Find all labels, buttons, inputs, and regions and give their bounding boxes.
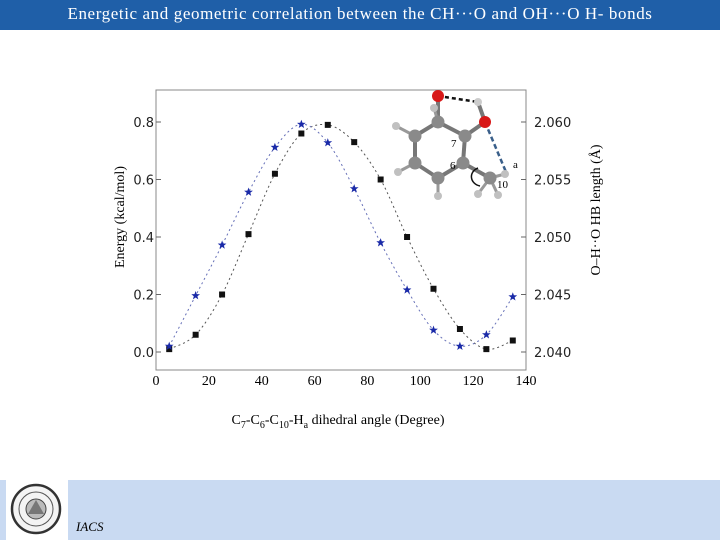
energy-point [219, 292, 225, 298]
x-tick-label: 80 [360, 374, 375, 389]
atom-label-6: 6 [450, 160, 456, 172]
energy-point [272, 171, 278, 177]
y2-tick-label: 2.040 [534, 346, 572, 361]
x-tick-label: 120 [462, 374, 484, 389]
energy-point [457, 326, 463, 332]
x-tick-label: 100 [409, 374, 431, 389]
y-tick-label: 0.8 [133, 116, 154, 131]
y2-tick-label: 2.060 [534, 116, 572, 131]
y-tick-label: 0.0 [133, 346, 154, 361]
atom-label-a: a [513, 159, 518, 171]
y-axis-label: Energy (kcal/mol) [113, 166, 128, 268]
atom-label-7: 7 [451, 138, 457, 150]
y-tick-label: 0.4 [133, 231, 154, 246]
y2-tick-label: 2.045 [534, 288, 572, 304]
energy-point [325, 122, 331, 128]
x-axis-label: $C_7-C_6-C_{10}-H_a$ dihedral angle (Degree) [231, 413, 445, 431]
atom-label-10: 10 [497, 179, 508, 191]
y-tick-label: 0.6 [133, 173, 154, 189]
energy-point [246, 231, 252, 237]
y-tick-label: 0.2 [133, 288, 154, 304]
y2-tick-label: 2.050 [534, 231, 572, 246]
x-tick-label: 60 [307, 374, 322, 389]
energy-point [193, 332, 199, 338]
x-tick-label: 20 [201, 374, 216, 389]
energy-point [404, 234, 410, 240]
energy-point [510, 338, 516, 344]
institute-seal [6, 480, 68, 540]
energy-point [483, 346, 489, 352]
y2-tick-label: 2.055 [534, 173, 572, 189]
energy-point [351, 139, 357, 145]
y2-axis-label: O–H··O HB length (Å) [589, 144, 604, 276]
footer-bar [0, 480, 720, 540]
x-tick-label: 140 [515, 374, 537, 389]
x-tick-label: 40 [254, 374, 269, 389]
energy-point [378, 177, 384, 183]
institute-label: IACS [76, 519, 104, 534]
x-tick-label: 0 [152, 374, 160, 389]
slide-title: Energetic and geometric correlation between the CH···O and OH···O H- bonds [67, 4, 653, 23]
energy-point [298, 131, 304, 137]
energy-point [431, 286, 437, 292]
